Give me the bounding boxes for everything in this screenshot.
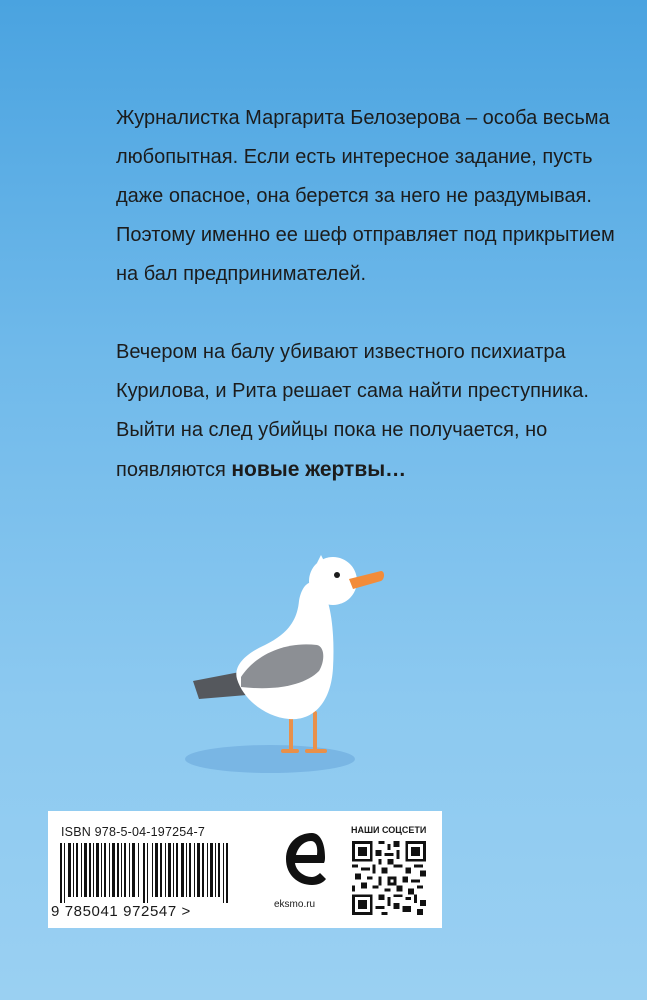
barcode-number: 9 785041 972547 > <box>51 903 191 920</box>
seagull-eye <box>334 572 340 578</box>
blurb-emphasis: новые жертвы… <box>231 458 407 481</box>
blurb-paragraph-1: Журналистка Маргарита Белозерова – особа весьма любопытная. Если есть интересное задание, пусть даже опасное, она берется за него не раздумывая. Поэтому именно ее шеф отправляет под прикрытием на бал предпринимателей. <box>116 107 615 285</box>
seagull-illustration <box>185 553 385 775</box>
seagull-shadow <box>185 745 355 773</box>
blurb-paragraph-2 <box>116 333 616 490</box>
barcode <box>60 843 232 903</box>
back-cover-blurb <box>116 99 616 490</box>
publisher-site: eksmo.ru <box>274 899 316 910</box>
isbn-label: ISBN 978-5-04-197254-7 <box>61 825 206 839</box>
eksmo-logo-icon <box>278 827 328 905</box>
barcode-panel <box>48 811 442 928</box>
seagull-head <box>309 557 357 605</box>
social-label: НАШИ СОЦСЕТИ <box>351 825 427 835</box>
qr-code <box>352 841 426 915</box>
blurb-paragraph-2-text: Вечером на балу убивают известного психиатра Курилова, и Рита решает сама найти преступника. Выйти на след убийцы пока не получается, но появляются <box>116 341 589 481</box>
